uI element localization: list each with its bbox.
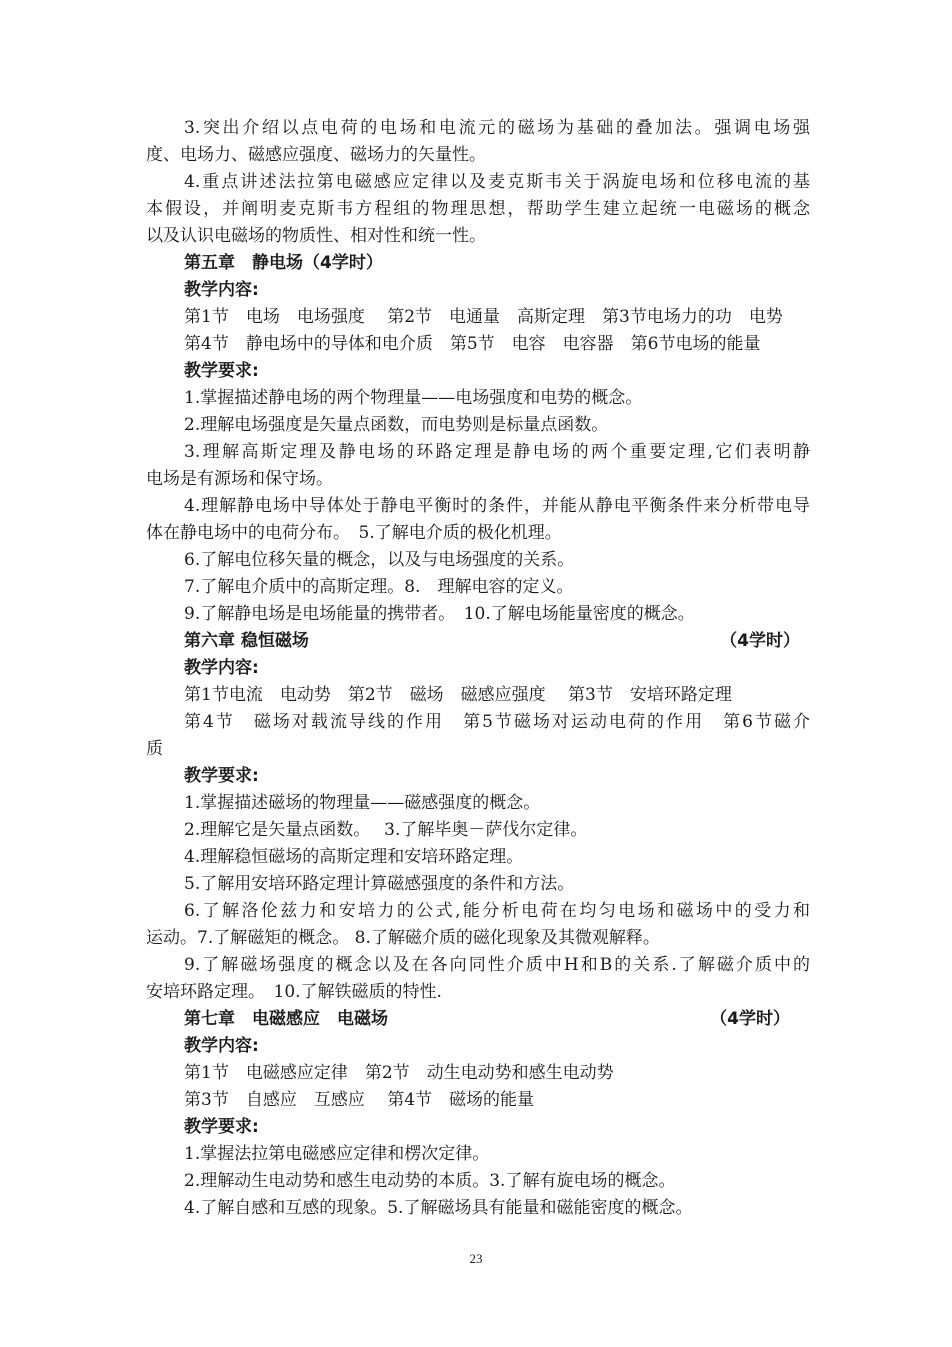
chapter7-title-row [146,1006,810,1033]
chapter6-title-row [146,628,810,655]
intro-p4-line3: 以及认识电磁场的物质性、相对性和统一性。 [146,226,486,246]
chapter5-content-heading: 教学内容: [184,280,259,300]
chapter6-req9-line2: 安培环路定理。 10.了解铁磁质的特性. [146,982,442,1002]
chapter6-hours: （4学时） [720,631,800,651]
chapter5-content-line2: 第4节 静电场中的导体和电介质 第5节 电容 电容器 第6节电场的能量 [184,334,761,354]
chapter7-req4: 4.了解自感和互感的现象。5.了解磁场具有能量和磁能密度的概念。 [184,1198,693,1218]
chapter7-content-heading: 教学内容: [184,1036,259,1056]
chapter5-req2: 2.理解电场强度是矢量点函数，而电势则是标量点函数。 [184,415,609,435]
chapter5-req3-line1: 3.理解高斯定理及静电场的环路定理是静电场的两个重要定理,它们表明静 [184,442,810,462]
intro-p3-line1: 3.突出介绍以点电荷的电场和电流元的磁场为基础的叠加法。强调电场强 [184,118,810,138]
intro-p3-line2: 度、电场力、磁感应强度、磁场力的矢量性。 [146,145,486,165]
chapter6-req4: 4.理解稳恒磁场的高斯定理和安培环路定理。 [184,847,524,867]
chapter7-content-line1: 第1节 电磁感应定律 第2节 动生电动势和感生电动势 [184,1063,614,1083]
chapter7-hours: （4学时） [710,1009,790,1029]
chapter5-req1: 1.掌握描述静电场的两个物理量——电场强度和电势的概念。 [184,388,643,408]
chapter5-req3-line2: 电场是有源场和保守场。 [146,469,333,489]
chapter5-req4-line1: 4.理解静电场中导体处于静电平衡时的条件，并能从静电平衡条件来分析带电导 [184,496,810,516]
chapter6-content-line2: 第4节 磁场对载流导线的作用 第5节磁场对运动电荷的作用 第6节磁介 [184,712,810,732]
chapter5-content-line1: 第1节 电场 电场强度 第2节 电通量 高斯定理 第3节电场力的功 电势 [184,307,783,327]
chapter6-content-heading: 教学内容: [184,658,259,678]
intro-p4-line1: 4.重点讲述法拉第电磁感应定律以及麦克斯韦关于涡旋电场和位移电流的基 [184,172,810,192]
chapter6-title: 第六章 稳恒磁场 [184,631,309,651]
chapter6-content-line3: 质 [146,739,163,759]
chapter6-req1: 1.掌握描述磁场的物理量——磁感强度的概念。 [184,793,541,813]
chapter6-req6-line1: 6.了解洛伦兹力和安培力的公式,能分析电荷在均匀电场和磁场中的受力和 [184,901,810,921]
chapter5-req6: 6.了解电位移矢量的概念，以及与电场强度的关系。 [184,550,575,570]
chapter7-title: 第七章 电磁感应 电磁场 [184,1009,388,1029]
chapter5-req9: 9.了解静电场是电场能量的携带者。 10.了解电场能量密度的概念。 [184,604,695,624]
chapter5-title: 第五章 静电场（4学时） [184,253,383,273]
chapter7-req-heading: 教学要求: [184,1117,259,1137]
page-number: 23 [469,1251,483,1266]
page-body [146,115,810,1222]
chapter5-req-heading: 教学要求: [184,361,259,381]
chapter7-req2: 2.理解动生电动势和感生电动势的本质。3.了解有旋电场的概念。 [184,1171,676,1191]
chapter7-req1: 1.掌握法拉第电磁感应定律和楞次定律。 [184,1144,490,1164]
chapter7-content-line2: 第3节 自感应 互感应 第4节 磁场的能量 [184,1090,535,1110]
chapter6-req6-line2: 运动。7.了解磁矩的概念。 8.了解磁介质的磁化现象及其微观解释。 [146,928,660,948]
chapter6-req2: 2.理解它是矢量点函数。 3.了解毕奥－萨伐尔定律。 [184,820,588,840]
chapter6-req-heading: 教学要求: [184,766,259,786]
chapter5-req7: 7.了解电介质中的高斯定理。8. 理解电容的定义。 [184,577,574,597]
chapter6-req9-line1: 9.了解磁场强度的概念以及在各向同性介质中H和B的关系.了解磁介质中的 [184,955,810,975]
chapter5-req4-line2: 体在静电场中的电荷分布。 5.了解电介质的极化机理。 [146,523,562,543]
chapter6-req5: 5.了解用安培环路定理计算磁感强度的条件和方法。 [184,874,575,894]
intro-p4-line2: 本假设，并阐明麦克斯韦方程组的物理思想，帮助学生建立起统一电磁场的概念 [146,199,810,219]
chapter6-content-line1: 第1节电流 电动势 第2节 磁场 磁感应强度 第3节 安培环路定理 [184,685,732,705]
